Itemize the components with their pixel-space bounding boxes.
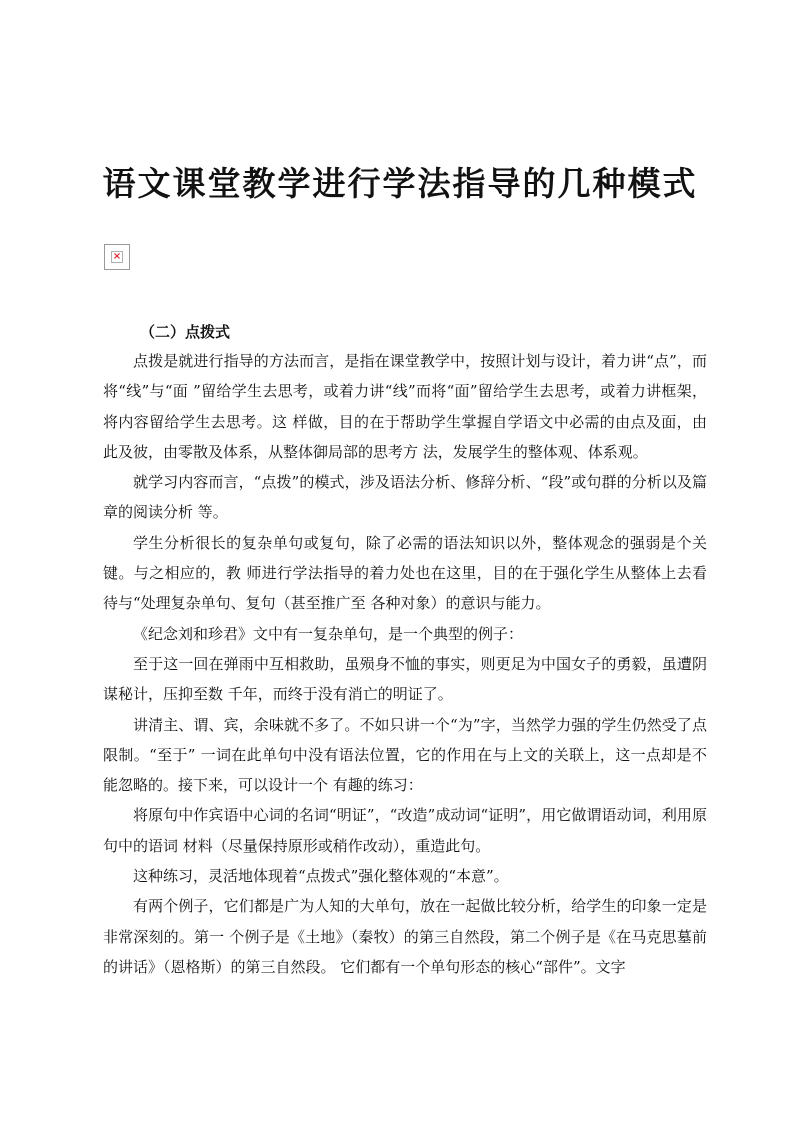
paragraph: 就学习内容而言，“点拨”的模式，涉及语法分析、修辞分析、“段”或句群的分析以及篇章的阅读分析 等。 bbox=[103, 473, 707, 522]
paragraph: 将原句中作宾语中心词的名词“明证”，“改造”成动词“证明”，用它做谓语动词，利用原句中的语词 材料（尽量保持原形或稍作改动），重造此句。 bbox=[103, 806, 707, 855]
paragraph: 《纪念刘和珍君》文中有一复杂单句，是一个典型的例子： bbox=[133, 624, 524, 643]
paragraph: 至于这一回在弹雨中互相救助，虽殒身不恤的事实，则更足为中国女子的勇毅，虽遭阴谋秘计，压抑至数 千年，而终于没有消亡的明证了。 bbox=[103, 654, 707, 704]
section-heading: （二）点拨式 bbox=[140, 323, 231, 341]
document-body bbox=[103, 346, 707, 982]
paragraph: 点拨是就进行指导的方法而言，是指在课堂教学中，按照计划与设计，着力讲“点”，而将“线”与“面 ”留给学生去思考，或着力讲“线”而将“面”留给学生去思考，或着力讲框架，将内容留给学生去思考。这 样做，目的在于帮助学生掌握自学语文中必需的由点及面，由此及彼，由零散及体系，从整体御局部的思考方 法，发展学生的整体观、体系观。 bbox=[103, 352, 707, 461]
paragraph: 有两个例子，它们都是广为人知的大单句，放在一起做比较分析，给学生的印象一定是非常深刻的。第一 个例子是《土地》（秦牧）的第三自然段，第二个例子是《在马克思墓前的讲话》（恩格斯）的第三自然段。 它们都有一个单句形态的核心“部件”。文字 bbox=[103, 897, 707, 976]
document-title: 语文课堂教学进行学法指导的几种模式 bbox=[102, 164, 698, 203]
paragraph: 学生分析很长的复杂单句或复句，除了必需的语法知识以外，整体观念的强弱是个关键。与之相应的，教 师进行学法指导的着力处也在这里，目的在于强化学生从整体上去看待与“处理复杂单句、复句（甚至推广至 各种对象）的意识与能力。 bbox=[103, 533, 707, 613]
paragraph: 这种练习，灵活地体现着“点拨式”强化整体观的“本意”。 bbox=[133, 867, 509, 886]
broken-image-icon bbox=[104, 244, 130, 270]
image-error-x-icon: × bbox=[112, 251, 122, 262]
paragraph: 讲清主、谓、宾，余味就不多了。不如只讲一个“为”字，当然学力强的学生仍然受了点限制。“至于” 一词在此单句中没有语法位置，它的作用在与上文的关联上，这一点却是不能忽略的。接下来，可以设计一个 有趣的练习： bbox=[103, 715, 707, 795]
